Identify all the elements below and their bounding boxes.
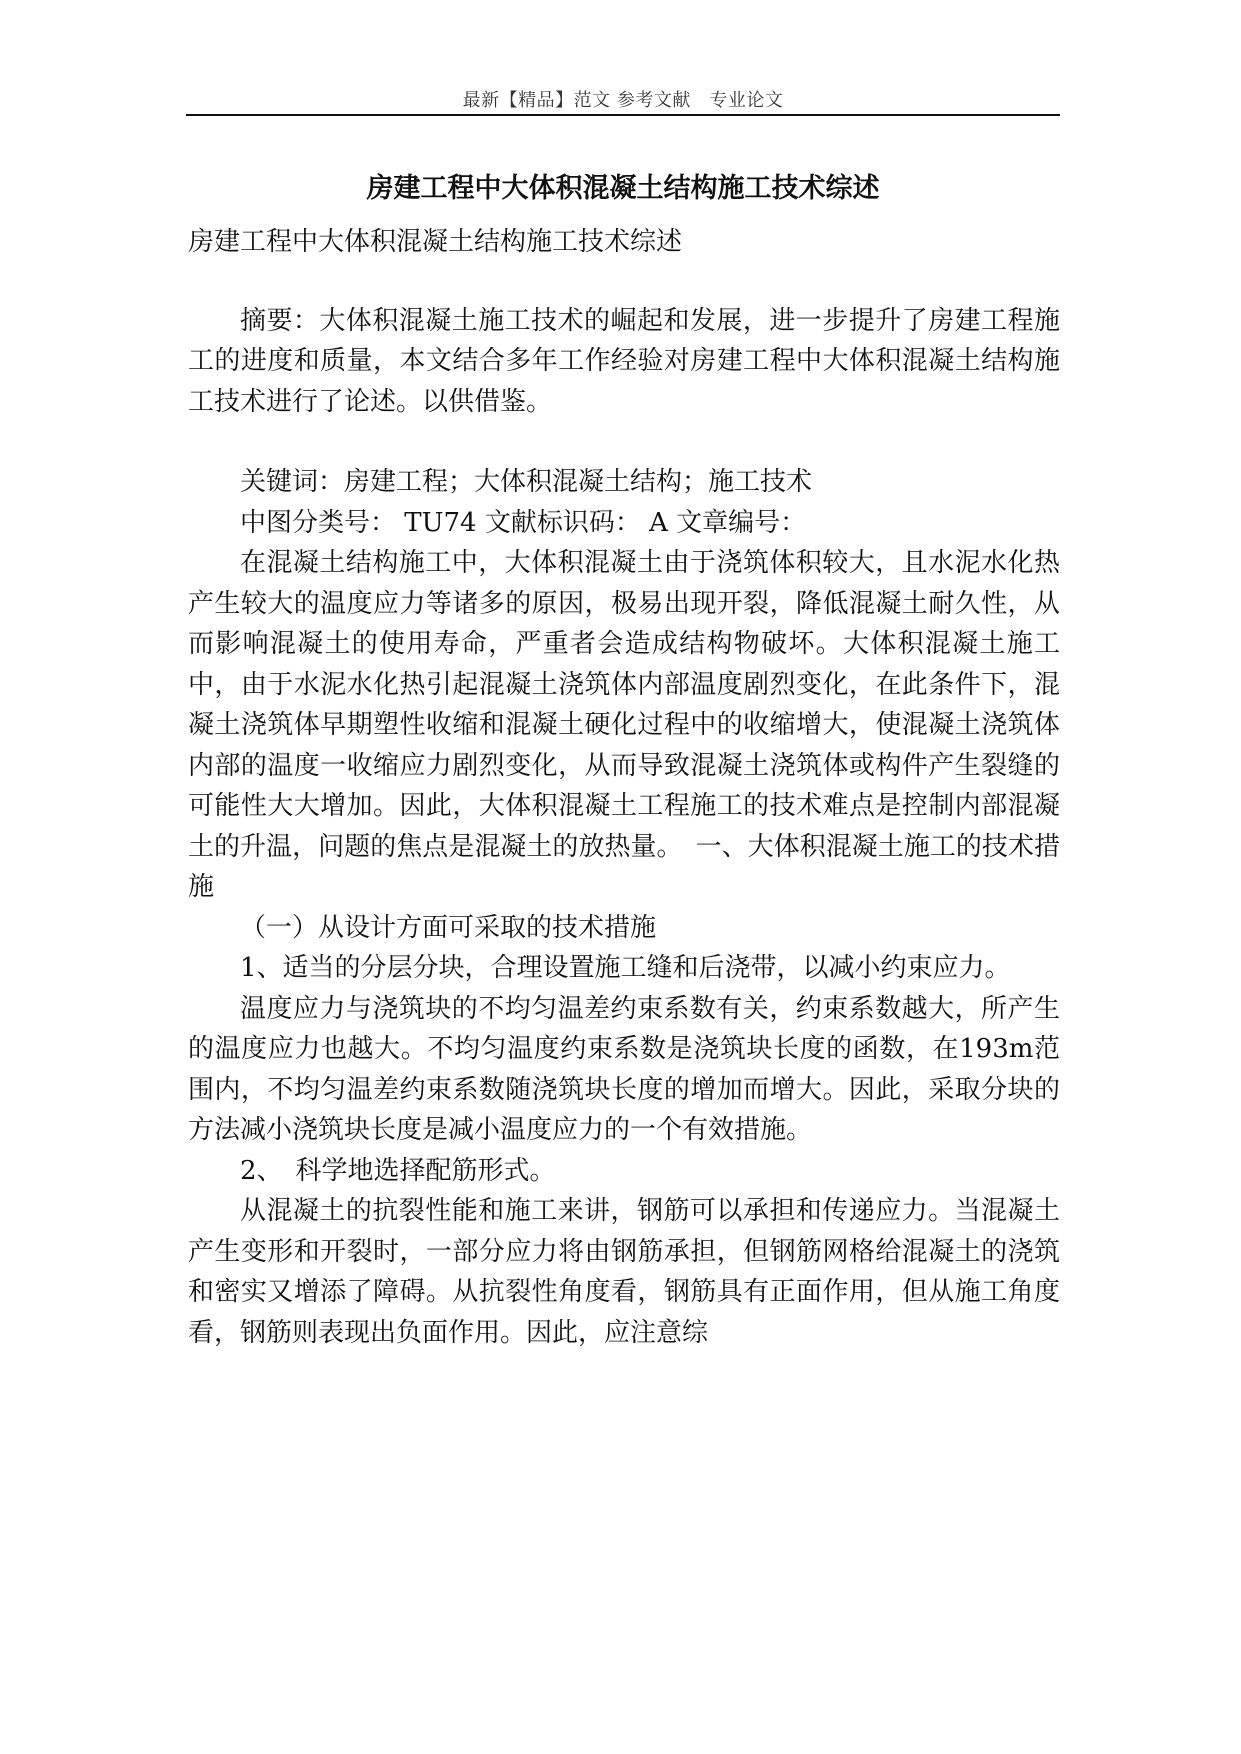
abstract-paragraph: 摘要：大体积混凝土施工技术的崛起和发展，进一步提升了房建工程施工的进度和质量，本文结合多年工作经验对房建工程中大体积混凝土结构施工技术进行了论述。以供借鉴。 — [188, 305, 1060, 417]
document-subtitle: 房建工程中大体积混凝土结构施工技术综述 — [188, 227, 683, 257]
running-header: 最新【精品】范文 参考文献 专业论文 — [462, 90, 784, 111]
body-paragraph: 从混凝土的抗裂性能和施工来讲，钢筋可以承担和传递应力。当混凝土产生变形和开裂时，一部分应力将由钢筋承担，但钢筋网格给混凝土的浇筑和密实又增添了障碍。从抗裂性角度看，钢筋具有正面作用，但从施工角度看，钢筋则表现出负面作用。因此，应注意综 — [188, 1196, 1060, 1348]
body-paragraph: 温度应力与浇筑块的不均匀温差约束系数有关，约束系数越大，所产生的温度应力也越大。不均匀温度约束系数是浇筑块长度的函数，在193m范围内，不均匀温差约束系数随浇筑块长度的增加而增大。因此，采取分块的方法减小浇筑块长度是减小温度应力的一个有效措施。 — [188, 993, 1060, 1145]
keywords-line: 关键词：房建工程；大体积混凝土结构；施工技术 — [240, 467, 813, 497]
paragraph-spacer — [188, 422, 1060, 462]
numbered-item-heading: 1、适当的分层分块，合理设置施工缝和后浇带，以减小约束应力。 — [240, 953, 1011, 983]
section-heading: （一）从设计方面可采取的技术措施 — [240, 912, 657, 943]
body-paragraph: 在混凝土结构施工中，大体积混凝土由于浇筑体积较大，且水泥水化热产生较大的温度应力等诸多的原因，极易出现开裂，降低混凝土耐久性，从而影响混凝土的使用寿命，严重者会造成结构物破坏。大体积混凝土施工中，由于水泥水化热引起混凝土浇筑体内部温度剧烈变化，在此条件下，混凝土浇筑体早期塑性收缩和混凝土硬化过程中的收缩增大，使混凝土浇筑体内部的温度一收缩应力剧烈变化，从而导致混凝土浇筑体或构件产生裂缝的可能性大大增加。因此，大体积混凝土工程施工的技术难点是控制内部混凝土的升温，问题的焦点是混凝土的放热量。 一、大体积混凝土施工的技术措施 — [188, 548, 1060, 902]
header-divider — [186, 114, 1060, 116]
document-body — [188, 222, 1060, 1353]
numbered-item-heading: 2、 科学地选择配筋形式。 — [240, 1155, 556, 1186]
document-title: 房建工程中大体积混凝土结构施工技术综述 — [366, 173, 880, 204]
classification-line: 中图分类号： TU74 文献标识码： A 文章编号： — [240, 507, 807, 538]
